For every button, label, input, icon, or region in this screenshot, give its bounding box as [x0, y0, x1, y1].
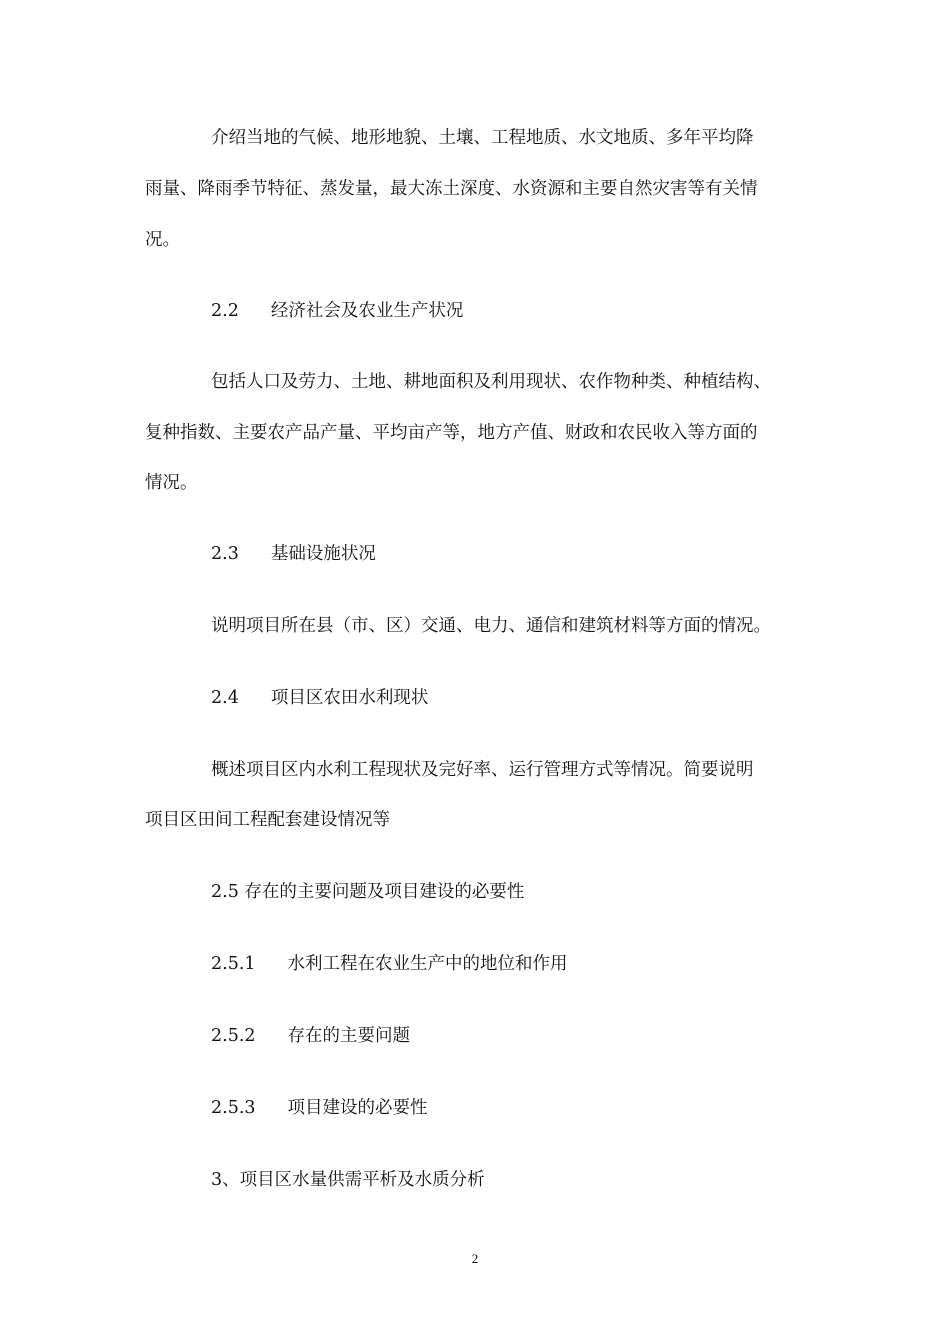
- section-2-5-2-heading: [211, 1024, 410, 1048]
- section-2-1-line-1: 介绍当地的气候、地形地貌、土壤、工程地质、水文地质、多年平均降: [211, 128, 754, 148]
- section-2-2-title: 经济社会及农业生产状况: [270, 301, 464, 321]
- section-2-2-line-1: 包括人口及劳力、土地、耕地面积及利用现状、农作物种类、种植结构、: [211, 372, 771, 392]
- section-2-5-2-title: 存在的主要问题: [287, 1026, 411, 1046]
- section-2-5-3-number: 2.5.3: [211, 1098, 256, 1118]
- section-2-3-number: 2.3: [211, 544, 239, 564]
- section-2-4-heading: [211, 686, 428, 710]
- section-2-4-number: 2.4: [211, 688, 239, 708]
- section-2-3-title: 基础设施状况: [270, 544, 376, 564]
- page-number: 2: [471, 1251, 479, 1266]
- section-2-2-line-3: 情况。: [145, 473, 198, 493]
- section-2-4-line-1: 概述项目区内水利工程现状及完好率、运行管理方式等情况。简要说明: [211, 760, 754, 780]
- section-2-5-2-number: 2.5.2: [211, 1026, 256, 1046]
- section-2-5-3-heading: [211, 1096, 428, 1120]
- section-2-4-title: 项目区农田水利现状: [270, 688, 429, 708]
- section-2-4-line-2: 项目区田间工程配套建设情况等: [145, 810, 390, 830]
- section-2-2-line-2: 复种指数、主要农产品产量、平均亩产等，地方产值、财政和农民收入等方面的: [145, 423, 758, 443]
- section-2-5-3-title: 项目建设的必要性: [287, 1098, 428, 1118]
- section-2-5-heading: 2.5 存在的主要问题及项目建设的必要性: [211, 882, 525, 902]
- section-2-1-line-3: 况。: [145, 230, 180, 250]
- section-2-5-1-title: 水利工程在农业生产中的地位和作用: [287, 954, 568, 974]
- section-2-2-heading: [211, 299, 463, 323]
- section-3-heading: 3、项目区水量供需平析及水质分析: [211, 1170, 485, 1190]
- section-2-1-line-2: 雨量、降雨季节特征、蒸发量，最大冻土深度、水资源和主要自然灾害等有关情: [145, 179, 758, 199]
- section-2-5-1-number: 2.5.1: [211, 954, 256, 974]
- section-2-3-line-1: 说明项目所在县（市、区）交通、电力、通信和建筑材料等方面的情况。: [211, 616, 771, 636]
- section-2-2-number: 2.2: [211, 301, 239, 321]
- section-2-3-heading: [211, 542, 376, 566]
- section-2-5-1-heading: [211, 952, 568, 976]
